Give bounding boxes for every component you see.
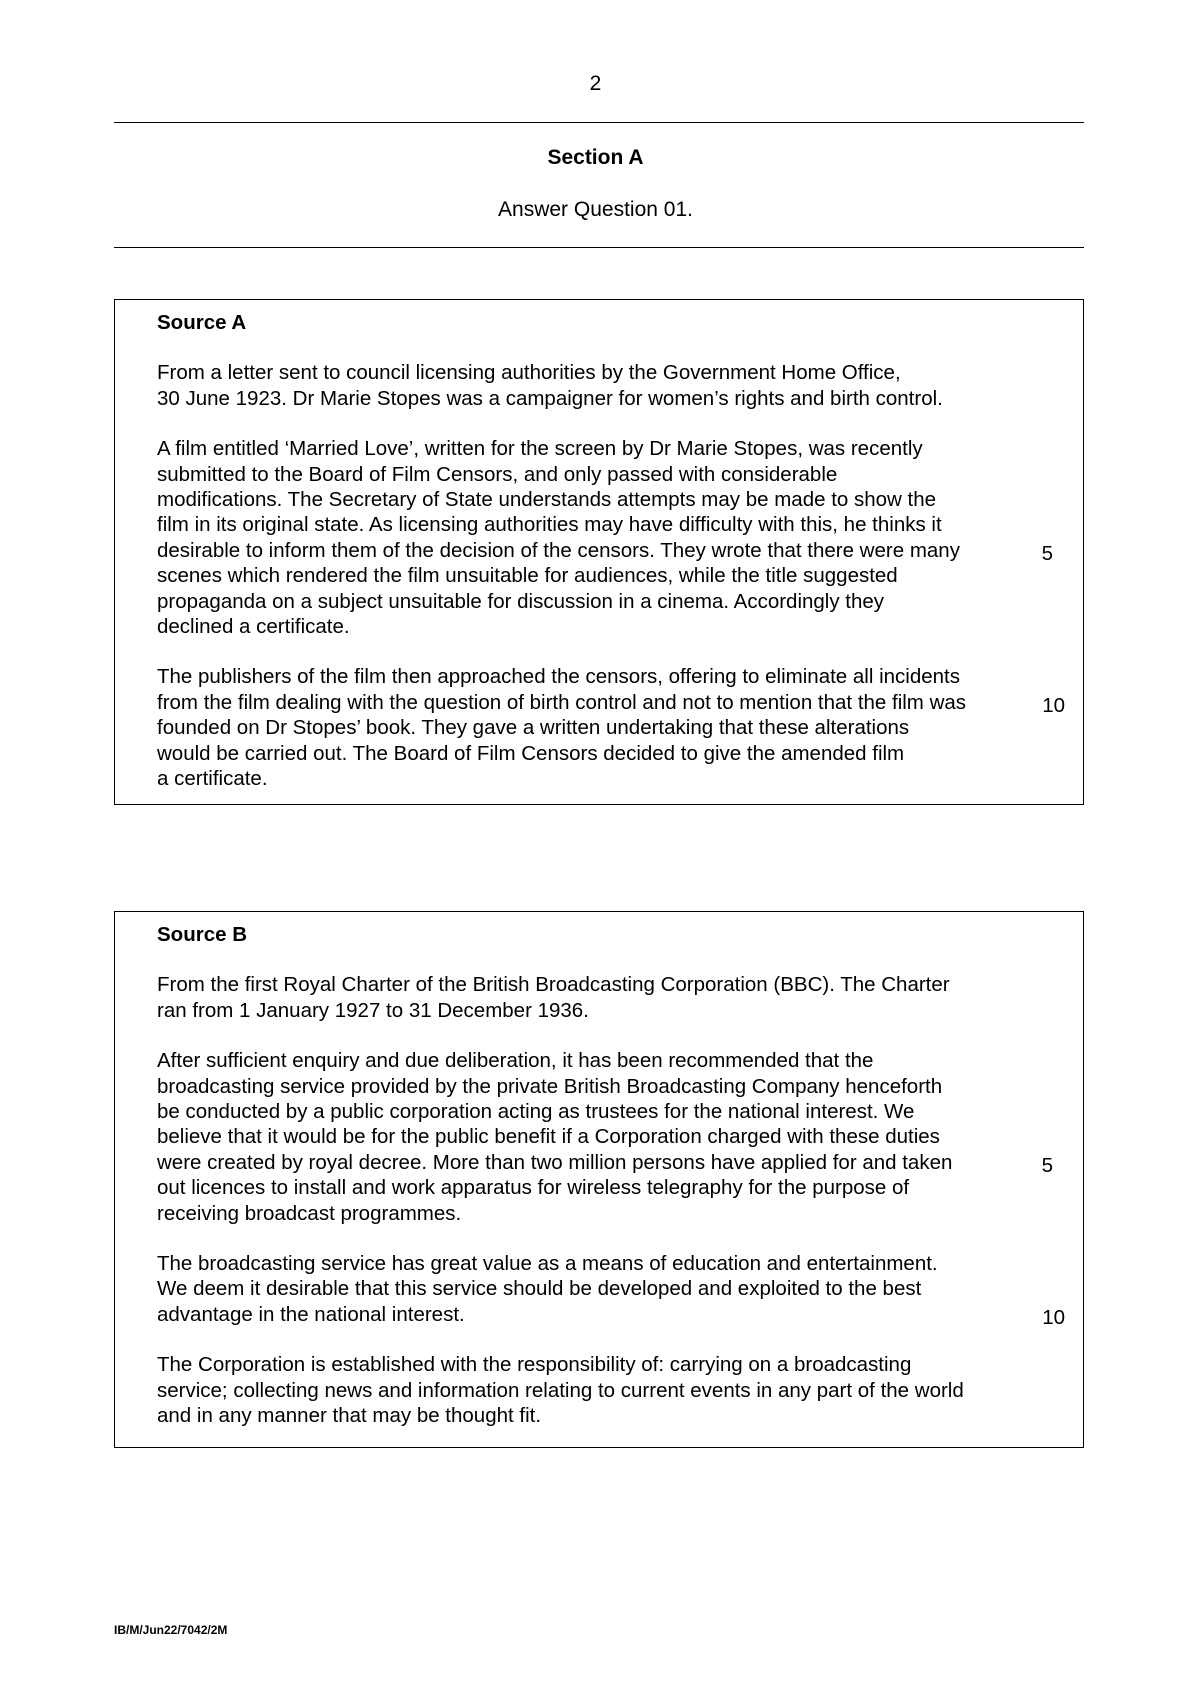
- text-line: from the film dealing with the question of birth control and not to mention that the film was: [157, 690, 967, 714]
- source-b-paragraph-3: [157, 1352, 1037, 1428]
- footer-code: IB/M/Jun22/7042/2M: [114, 1623, 228, 1637]
- text-line: service; collecting news and information relating to current events in any part of the world: [157, 1378, 964, 1402]
- source-b-heading: Source B: [157, 923, 247, 946]
- source-b-box: [114, 911, 1084, 1448]
- line-number-5: 5: [1041, 1154, 1053, 1177]
- text-line: After sufficient enquiry and due deliberation, it has been recommended that the: [157, 1049, 874, 1073]
- source-a-paragraph-2: [157, 664, 1037, 791]
- line-number-10: 10: [1042, 1306, 1065, 1329]
- line-number-10: 10: [1042, 694, 1065, 717]
- text-line: The publishers of the film then approached the censors, offering to eliminate all incidents: [157, 665, 961, 689]
- source-b-content: [157, 922, 1037, 1429]
- top-rule: [114, 122, 1084, 123]
- source-a-box: [114, 299, 1084, 805]
- section-title: Section A: [547, 146, 644, 169]
- text-line: a certificate.: [157, 767, 268, 791]
- text-line: and in any manner that may be thought fit.: [157, 1404, 542, 1428]
- text-line: We deem it desirable that this service should be developed and exploited to the best: [157, 1277, 922, 1301]
- page-number: 2: [589, 72, 602, 95]
- text-line: declined a certificate.: [157, 615, 350, 639]
- text-line: believe that it would be for the public benefit if a Corporation charged with these duties: [157, 1125, 940, 1149]
- text-line: submitted to the Board of Film Censors, and only passed with considerable: [157, 462, 838, 486]
- text-line: 30 June 1923. Dr Marie Stopes was a campaigner for women’s rights and birth control.: [157, 386, 943, 410]
- source-a-intro: [157, 360, 1037, 411]
- source-a-content: [157, 310, 1037, 792]
- text-line: broadcasting service provided by the private British Broadcasting Company henceforth: [157, 1074, 943, 1098]
- source-b-intro: [157, 972, 1037, 1023]
- source-a-paragraph-1: [157, 436, 1037, 639]
- text-line: would be carried out. The Board of Film Censors decided to give the amended film: [157, 741, 905, 765]
- source-b-paragraph-1: [157, 1048, 1037, 1226]
- text-line: film in its original state. As licensing authorities may have difficulty with this, he thinks it: [157, 513, 942, 537]
- text-line: out licences to install and work apparatus for wireless telegraphy for the purpose of: [157, 1176, 910, 1200]
- text-line: scenes which rendered the film unsuitable for audiences, while the title suggested: [157, 564, 898, 588]
- text-line: A film entitled ‘Married Love’, written for the screen by Dr Marie Stopes, was recently: [157, 437, 923, 461]
- text-line: ran from 1 January 1927 to 31 December 1936.: [157, 998, 589, 1022]
- text-line: The broadcasting service has great value as a means of education and entertainment.: [157, 1252, 938, 1276]
- source-b-paragraph-2: [157, 1251, 1037, 1327]
- bottom-rule: [114, 247, 1084, 248]
- text-line: propaganda on a subject unsuitable for discussion in a cinema. Accordingly they: [157, 589, 885, 613]
- text-line: were created by royal decree. More than two million persons have applied for and taken: [157, 1150, 953, 1174]
- text-line: be conducted by a public corporation acting as trustees for the national interest. We: [157, 1100, 915, 1124]
- text-line: The Corporation is established with the responsibility of: carrying on a broadcasting: [157, 1353, 912, 1377]
- text-line: founded on Dr Stopes’ book. They gave a written undertaking that these alterations: [157, 716, 910, 740]
- text-line: modifications. The Secretary of State understands attempts may be made to show the: [157, 488, 937, 512]
- text-line: advantage in the national interest.: [157, 1302, 465, 1326]
- text-line: From a letter sent to council licensing authorities by the Government Home Office,: [157, 361, 901, 385]
- source-a-heading: Source A: [157, 311, 247, 334]
- text-line: receiving broadcast programmes.: [157, 1201, 462, 1225]
- text-line: From the first Royal Charter of the British Broadcasting Corporation (BBC). The Charter: [157, 973, 950, 997]
- section-instruction: Answer Question 01.: [498, 198, 693, 221]
- line-number-5: 5: [1041, 542, 1053, 565]
- text-line: desirable to inform them of the decision of the censors. They wrote that there were many: [157, 538, 960, 562]
